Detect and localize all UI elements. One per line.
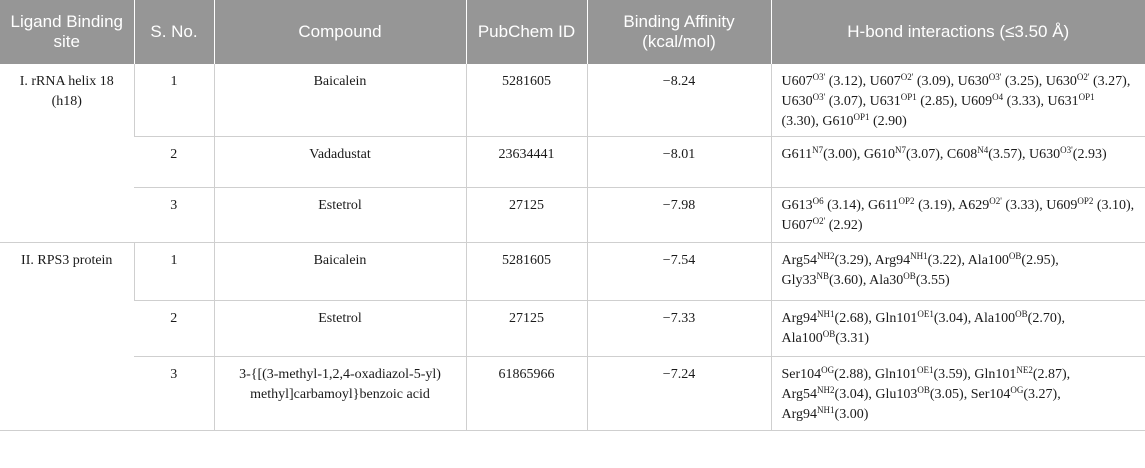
hbond-residue: Ser104 — [781, 367, 822, 382]
header-row — [0, 0, 1145, 64]
hbond-residue: U630 — [1045, 74, 1077, 89]
hbond-distance: (3.25) — [1001, 74, 1039, 89]
hbond-atom: NB — [816, 271, 830, 281]
hbond-residue: U630 — [1029, 147, 1061, 162]
hbond-atom: N7 — [895, 145, 907, 155]
hbond-distance: (3.59) — [933, 367, 968, 382]
hbond-residue: G611 — [867, 198, 899, 213]
table-row — [0, 137, 1145, 188]
hbond-atom: O3' — [988, 72, 1002, 82]
hbond-residue: U630 — [781, 94, 813, 109]
hbond-residue: G610 — [822, 114, 854, 129]
hbond-residue: Arg94 — [874, 253, 911, 268]
hbond-atom: OP1 — [853, 112, 870, 122]
hbond-entry — [1046, 74, 1127, 89]
hbond-distance: (3.07) — [825, 94, 863, 109]
compound-cell: Estetrol — [214, 301, 466, 357]
hbond-distance: (3.30) — [781, 114, 816, 129]
hbond-entry — [782, 253, 869, 268]
hbond-atom: OP1 — [900, 92, 917, 102]
hbond-distance: (2.88) — [834, 367, 868, 382]
hbond-residue: U631 — [1047, 94, 1079, 109]
hbond-distance: (3.57) — [988, 147, 1023, 162]
hbond-distance: (3.31) — [835, 331, 870, 346]
hbond-residue: G610 — [863, 147, 896, 162]
hbond-entry — [782, 198, 861, 213]
hbond-cell: $G611^{N7}(3.00)$, $G610^{N7}(3.07)$, $C608^{N4}(3.57)$, $U630^{O3'}(2.93)$ — [771, 137, 1145, 188]
hbond-distance: (2.92) — [825, 218, 863, 233]
hbond-residue: Arg94 — [781, 407, 818, 422]
hbond-atom: NE2 — [1016, 365, 1033, 375]
hbond-distance: (2.70) — [1027, 311, 1062, 326]
binding-site-cell: I. rRNA helix 18 (h18) — [0, 64, 134, 243]
hbond-residue: Gln101 — [875, 311, 918, 326]
hbond-residue: U607 — [781, 74, 813, 89]
hbond-atom: OP2 — [1077, 196, 1094, 206]
hbond-entry — [974, 311, 1062, 326]
binding-affinity-cell: −8.24 — [587, 64, 771, 137]
hbond-residue: G611 — [781, 147, 813, 162]
header-ligand-binding-site: Ligand Binding site — [0, 0, 134, 64]
hbond-residue: Gln101 — [974, 367, 1017, 382]
header-binding-affinity: Binding Affinity (kcal/mol) — [587, 0, 771, 64]
hbond-entry — [1046, 198, 1130, 213]
hbond-residue: Ala100 — [973, 311, 1016, 326]
compound-cell: Estetrol — [214, 188, 466, 243]
hbond-distance: (3.55) — [915, 273, 950, 288]
hbond-atom: OG — [821, 365, 835, 375]
hbond-distance: (3.12) — [825, 74, 863, 89]
hbond-residue: Arg54 — [781, 387, 818, 402]
hbond-atom: NH1 — [817, 405, 835, 415]
hbond-atom: OG — [1010, 385, 1024, 395]
serial-number-cell: 3 — [134, 188, 214, 243]
header-hbond-interactions: H-bond interactions (≤3.50 Å) — [771, 0, 1145, 64]
hbond-distance: (3.00) — [834, 407, 869, 422]
hbond-distance: (3.33) — [1001, 198, 1040, 213]
hbond-atom: O3' — [812, 72, 826, 82]
hbond-residue: A629 — [958, 198, 990, 213]
hbond-residue: Arg94 — [781, 311, 818, 326]
hbond-entry — [782, 367, 869, 382]
hbond-distance: (3.09) — [913, 74, 951, 89]
hbond-distance: (3.22) — [927, 253, 962, 268]
hbond-residue: C608 — [946, 147, 978, 162]
table-row — [0, 301, 1145, 357]
hbond-atom: NH2 — [817, 385, 835, 395]
hbond-entry — [875, 367, 967, 382]
serial-number-cell: 3 — [134, 357, 214, 431]
binding-affinity-cell: −7.24 — [587, 357, 771, 431]
hbond-residue: Gly33 — [781, 273, 817, 288]
hbond-entry — [782, 218, 863, 233]
hbond-atom: OP2 — [898, 196, 915, 206]
table-row — [0, 357, 1145, 431]
compound-cell: Vadadustat — [214, 137, 466, 188]
header-compound: Compound — [214, 0, 466, 64]
hbond-entry — [875, 311, 967, 326]
hbond-cell: $Ser104^{OG}(2.88)$, $Gln101^{OE1}(3.59)$, $Gln101^{NE2}(2.87)$, $Arg54^{NH2}(3.04)$, $Glu103^{OB}(3.05)$, $Ser104^{OG}(3.27)$, $Arg94^{NH1}(3.00)$ — [771, 357, 1145, 431]
hbond-residue: U607 — [781, 218, 813, 233]
hbond-residue: U609 — [961, 94, 993, 109]
hbond-residue: Ala30 — [869, 273, 904, 288]
hbond-residue: Ser104 — [970, 387, 1011, 402]
header-serial-number: S. No. — [134, 0, 214, 64]
hbond-atom: NH1 — [910, 251, 928, 261]
hbond-entry — [782, 94, 863, 109]
hbond-distance: (3.04) — [834, 387, 869, 402]
serial-number-cell: 2 — [134, 301, 214, 357]
table-row — [0, 188, 1145, 243]
hbond-entry — [971, 387, 1058, 402]
hbond-residue: Ala100 — [967, 253, 1009, 268]
hbond-entry — [870, 94, 954, 109]
hbond-residue: U631 — [869, 94, 901, 109]
hbond-atom: O2' — [900, 72, 914, 82]
hbond-distance: (3.27) — [1089, 74, 1127, 89]
hbond-distance: (3.07) — [906, 147, 940, 162]
hbond-cell: $Arg54^{NH2}(3.29)$, $Arg94^{NH1}(3.22)$, $Ala100^{OB}(2.95)$, $Gly33^{NB}(3.60)$, $Ala30^{OB}(3.55)$ — [771, 243, 1145, 301]
hbond-residue: Glu103 — [875, 387, 918, 402]
hbond-distance: (2.95) — [1021, 253, 1056, 268]
hbond-entry — [875, 387, 963, 402]
hbond-atom: NH2 — [817, 251, 835, 261]
hbond-entry — [782, 311, 869, 326]
hbond-atom: O2' — [812, 216, 826, 226]
hbond-cell: $Arg94^{NH1}(2.68)$, $Gln101^{OE1}(3.04)$, $Ala100^{OB}(2.70)$, $Ala100^{OB}(3.31)$ — [771, 301, 1145, 357]
binding-site-cell: II. RPS3 protein — [0, 243, 134, 431]
hbond-cell: $G613^{O6}$ (3.14), $G611^{OP2}$ (3.19), $A629^{O2'}$ (3.33), $U609^{OP2}$ (3.10), $U607^{O2'}$ (2.92) — [771, 188, 1145, 243]
header-pubchem-id: PubChem ID — [466, 0, 587, 64]
hbond-entry — [869, 273, 950, 288]
hbond-entry — [958, 74, 1039, 89]
hbond-residue: Gln101 — [875, 367, 917, 382]
hbond-cell: $U607^{O3'}$ (3.12), $U607^{O2'}$ (3.09), $U630^{O3'}$ (3.25), $U630^{O2'}$ (3.27), $U630^{O3'}$ (3.07), $U631^{OP1}$ (2.85), $U609^{O4}$ (3.33), $U631^{OP1}$ (3.30), $G610^{OP1}$ (2.90) — [771, 64, 1145, 137]
hbond-atom: O2' — [989, 196, 1002, 206]
hbond-entry — [958, 198, 1039, 213]
hbond-entry — [782, 407, 869, 422]
serial-number-cell: 1 — [134, 64, 214, 137]
hbond-distance: (3.14) — [823, 198, 861, 213]
hbond-distance: (2.85) — [916, 94, 955, 109]
compound-cell: Baicalein — [214, 64, 466, 137]
hbond-distance: (3.33) — [1003, 94, 1041, 109]
hbond-residue: G613 — [781, 198, 813, 213]
hbond-entry — [961, 94, 1040, 109]
hbond-atom: O2' — [1076, 72, 1090, 82]
hbond-distance: (2.87) — [1032, 367, 1067, 382]
hbond-entry — [875, 253, 962, 268]
hbond-entry — [782, 331, 870, 346]
hbond-atom: O4 — [992, 92, 1004, 102]
hbond-atom: O6 — [812, 196, 824, 206]
table-row — [0, 64, 1145, 137]
hbond-distance: (3.27) — [1023, 387, 1058, 402]
hbond-atom: OB — [822, 329, 836, 339]
compound-cell: Baicalein — [214, 243, 466, 301]
hbond-atom: OB — [1015, 309, 1028, 319]
binding-affinity-cell: −7.33 — [587, 301, 771, 357]
hbond-entry — [870, 74, 951, 89]
hbond-entry — [947, 147, 1022, 162]
hbond-atom: OB — [1008, 251, 1022, 261]
table-body — [0, 64, 1145, 431]
pubchem-id-cell: 27125 — [466, 301, 587, 357]
hbond-atom: OP1 — [1078, 92, 1095, 102]
hbond-distance: (3.10) — [1093, 198, 1131, 213]
hbond-distance: (2.90) — [869, 114, 907, 129]
hbond-distance: (3.05) — [929, 387, 964, 402]
hbond-distance: (3.00) — [823, 147, 857, 162]
hbond-entry — [868, 198, 952, 213]
hbond-entry — [782, 74, 863, 89]
binding-affinity-cell: −7.98 — [587, 188, 771, 243]
binding-affinity-cell: −8.01 — [587, 137, 771, 188]
hbond-entry — [782, 387, 869, 402]
hbond-residue: Arg54 — [781, 253, 818, 268]
hbond-residue: U630 — [957, 74, 989, 89]
hbond-atom: OE1 — [917, 365, 934, 375]
hbond-distance: (3.04) — [933, 311, 968, 326]
hbond-distance: (2.68) — [834, 311, 869, 326]
hbond-atom: O3' — [812, 92, 826, 102]
table-header — [0, 0, 1145, 64]
pubchem-id-cell: 23634441 — [466, 137, 587, 188]
hbond-distance: (3.29) — [834, 253, 869, 268]
hbond-atom: N4 — [977, 145, 989, 155]
pubchem-id-cell: 61865966 — [466, 357, 587, 431]
binding-affinity-cell: −7.54 — [587, 243, 771, 301]
hbond-atom: OE1 — [917, 309, 934, 319]
hbond-residue: Ala100 — [781, 331, 823, 346]
compound-cell: 3-{[(3-methyl-1,2,4-oxadiazol-5-yl) methyl]carbamoyl}benzoic acid — [214, 357, 466, 431]
pubchem-id-cell: 5281605 — [466, 64, 587, 137]
serial-number-cell: 2 — [134, 137, 214, 188]
hbond-distance: (3.19) — [914, 198, 952, 213]
hbond-entry — [974, 367, 1066, 382]
hbond-atom: OB — [917, 385, 930, 395]
hbond-atom: O3' — [1060, 145, 1073, 155]
hbond-atom: N7 — [812, 145, 824, 155]
hbond-entry — [822, 114, 906, 129]
hbond-distance: (2.93) — [1072, 147, 1107, 162]
hbond-entry — [782, 273, 863, 288]
hbond-entry — [782, 147, 857, 162]
hbond-residue: U609 — [1046, 198, 1078, 213]
hbond-entry — [864, 147, 940, 162]
hbond-atom: OB — [903, 271, 916, 281]
hbond-entry — [1029, 147, 1107, 162]
hbond-entry — [968, 253, 1056, 268]
table-row — [0, 243, 1145, 301]
hbond-atom: NH1 — [817, 309, 835, 319]
serial-number-cell: 1 — [134, 243, 214, 301]
hbond-residue: U607 — [869, 74, 901, 89]
pubchem-id-cell: 27125 — [466, 188, 587, 243]
hbond-distance: (3.60) — [829, 273, 863, 288]
pubchem-id-cell: 5281605 — [466, 243, 587, 301]
